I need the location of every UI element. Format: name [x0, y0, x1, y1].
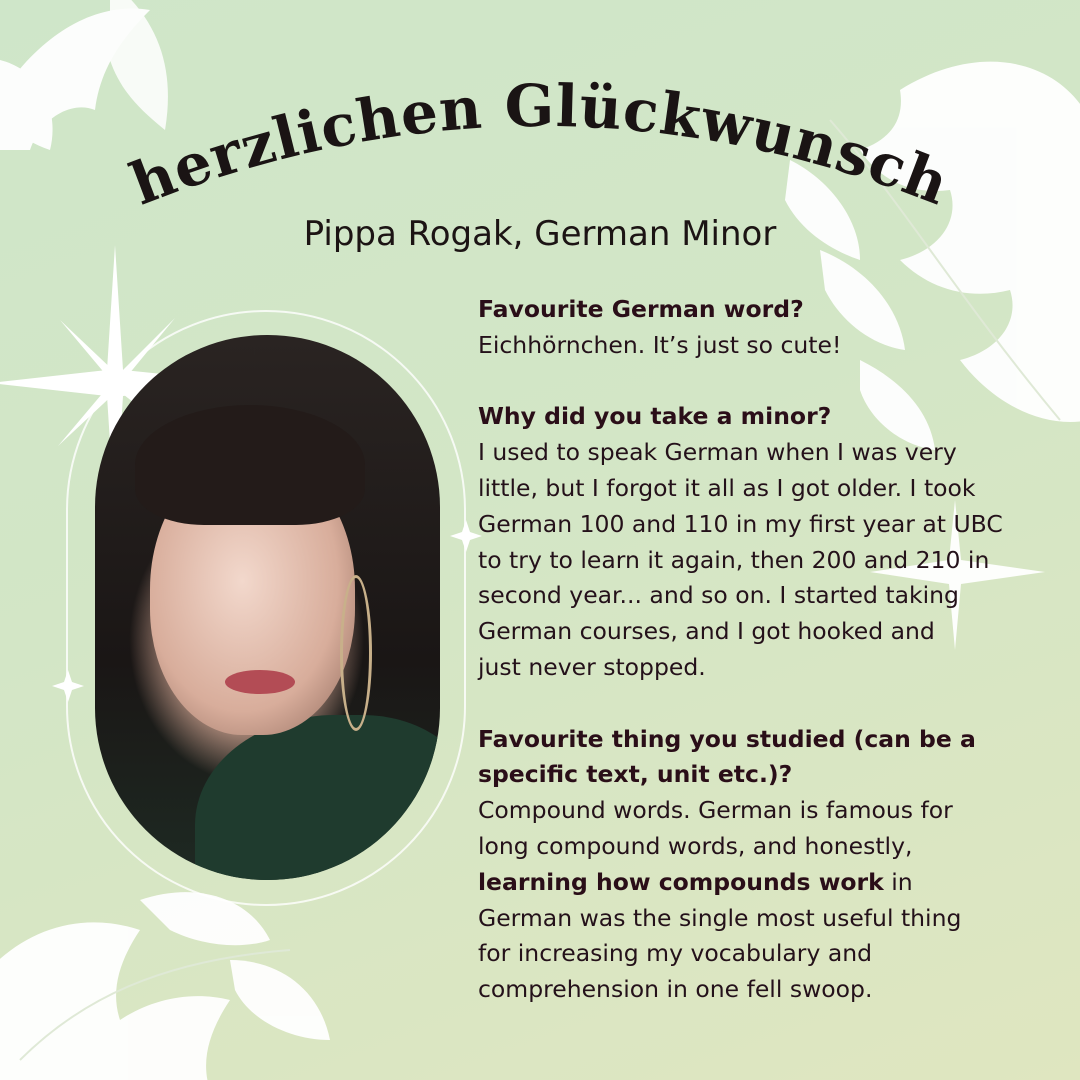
portrait-photo	[95, 335, 440, 880]
answer-line: comprehension in one fell swoop.	[478, 975, 873, 1004]
answer-line: German was the single most useful thing	[478, 903, 962, 932]
answer-line: to try to learn it again, then 200 and 210 in	[478, 545, 990, 574]
answer-line: just never stopped.	[478, 652, 706, 681]
question-heading: Favourite German word?	[478, 295, 804, 323]
monstera-leaf-bottom-left-icon	[0, 892, 330, 1080]
svg-text:herzlichen Glückwunsch: herzlichen Glückwunsch	[121, 71, 959, 219]
qa-item	[478, 399, 1058, 685]
answer-line: long compound words, and honestly,	[478, 831, 913, 860]
answer-line: second year... and so on. I started taking	[478, 581, 959, 610]
question-heading: Favourite thing you studied (can be a	[478, 724, 976, 753]
photo-hair	[135, 405, 365, 525]
answer-line: German 100 and 110 in my first year at UBC	[478, 509, 1003, 538]
answer-text: Eichhörnchen. It’s just so cute!	[478, 330, 842, 359]
answer-continuation: in	[883, 867, 913, 896]
qa-item	[478, 292, 1058, 364]
answer-line: German courses, and I got hooked and	[478, 617, 935, 646]
qa-item	[478, 722, 1058, 1008]
photo-earring	[340, 575, 372, 731]
question-heading: Why did you take a minor?	[478, 402, 832, 431]
photo-hoodie	[195, 715, 440, 880]
answer-bold-phrase: learning how compounds work	[478, 867, 884, 896]
qa-section	[478, 292, 1058, 1044]
answer-line: for increasing my vocabulary and	[478, 939, 873, 968]
photo-lips	[225, 670, 295, 694]
subtitle-name: Pippa Rogak, German Minor	[303, 214, 777, 254]
answer-line: I used to speak German when I was very	[478, 438, 957, 467]
answer-line: Compound words. German is famous for	[478, 796, 953, 825]
answer-line: little, but I forgot it all as I got older. I took	[478, 473, 976, 502]
answer-line	[478, 865, 1058, 901]
question-heading: specific text, unit etc.)?	[478, 760, 793, 789]
